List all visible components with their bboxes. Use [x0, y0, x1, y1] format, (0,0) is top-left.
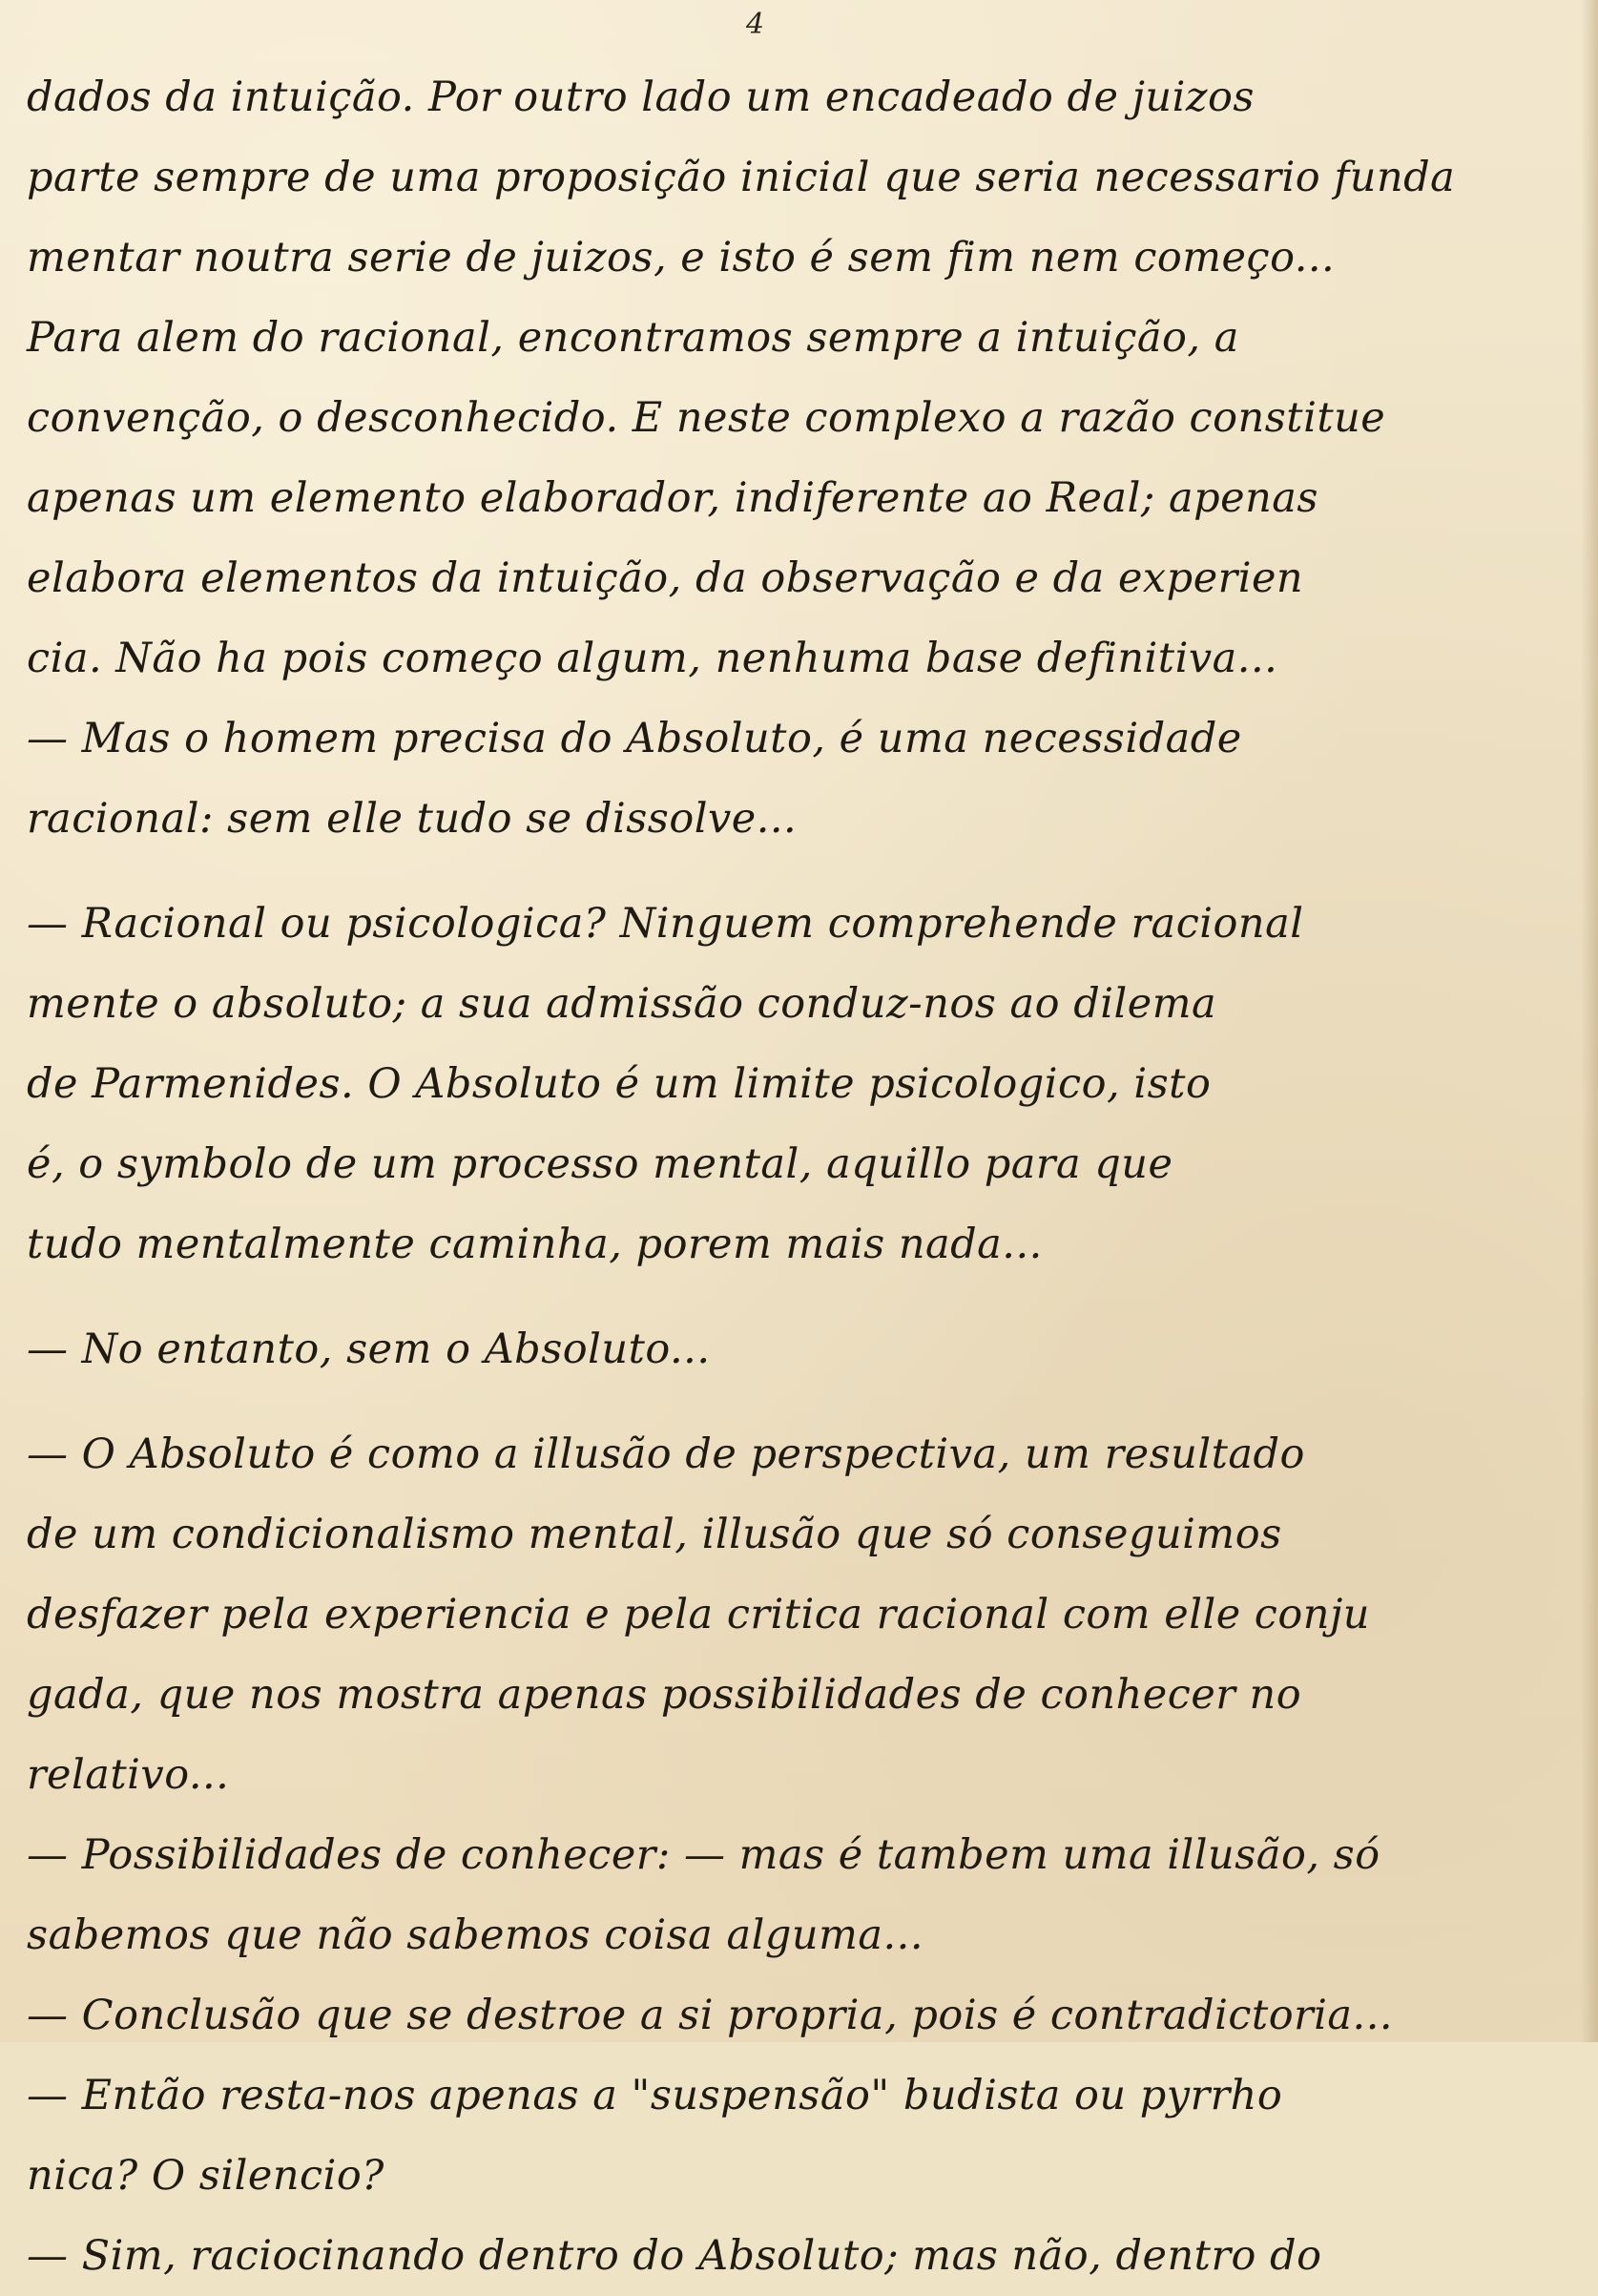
text-line: de um condicionalismo mental, illusão que só conseguimos: [27, 1511, 1282, 1558]
text-line: gada, que nos mostra apenas possibilidades de conhecer no: [27, 1671, 1302, 1719]
text-line: — O Absoluto é como a illusão de perspectiva, um resultado: [27, 1430, 1305, 1478]
text-line: desfazer pela experiencia e pela critica racional com elle conju: [27, 1591, 1370, 1639]
text-line: é, o symbolo de um processo mental, aquillo para que: [27, 1140, 1173, 1188]
text-line: Para alem do racional, encontramos sempre a intuição, a: [27, 314, 1239, 362]
text-line: — Mas o homem precisa do Absoluto, é uma necessidade: [27, 715, 1242, 762]
text-line: — Conclusão que se destroe a si propria, pois é contradictoria...: [27, 1992, 1394, 2039]
text-line: convenção, o desconhecido. E neste complexo a razão constitue: [27, 394, 1386, 442]
text-line: tudo mentalmente caminha, porem mais nada...: [27, 1221, 1043, 1268]
paper-edge-shadow: [1581, 0, 1598, 2042]
text-line: racional: sem elle tudo se dissolve...: [27, 795, 798, 843]
text-line: nica? O silencio?: [27, 2152, 384, 2200]
text-line: — Possibilidades de conhecer: — mas é tambem uma illusão, só: [27, 1831, 1380, 1879]
text-line: dados da intuição. Por outro lado um encadeado de juizos: [27, 73, 1255, 121]
text-line: cia. Não ha pois começo algum, nenhuma base definitiva...: [27, 635, 1278, 682]
text-line: mente o absoluto; a sua admissão conduz-nos ao dilema: [27, 980, 1217, 1028]
text-line: — Sim, raciocinando dentro do Absoluto; mas não, dentro do: [27, 2232, 1322, 2280]
text-line: apenas um elemento elaborador, indiferente ao Real; apenas: [27, 474, 1318, 522]
text-line: — Então resta-nos apenas a "suspensão" budista ou pyrrho: [27, 2072, 1283, 2119]
text-line: de Parmenides. O Absoluto é um limite psicologico, isto: [27, 1060, 1212, 1108]
text-line: parte sempre de uma proposição inicial que seria necessario funda: [27, 154, 1456, 201]
text-line: elabora elementos da intuição, da observação e da experien: [27, 554, 1304, 602]
paragraph-gap: [27, 1389, 1553, 1414]
paragraph-gap: [27, 1284, 1553, 1309]
handwritten-text-block: [27, 57, 1553, 2296]
text-line: mentar noutra serie de juizos, e isto é sem fim nem começo...: [27, 234, 1336, 282]
text-line: — No entanto, sem o Absoluto...: [27, 1325, 711, 1373]
page-number: 4: [746, 8, 765, 41]
text-line: sabemos que não sabemos coisa alguma...: [27, 1911, 924, 1959]
text-line: — Racional ou psicologica? Ninguem comprehende racional: [27, 900, 1304, 948]
paragraph-gap: [27, 859, 1553, 884]
text-line: relativo...: [27, 1751, 230, 1799]
